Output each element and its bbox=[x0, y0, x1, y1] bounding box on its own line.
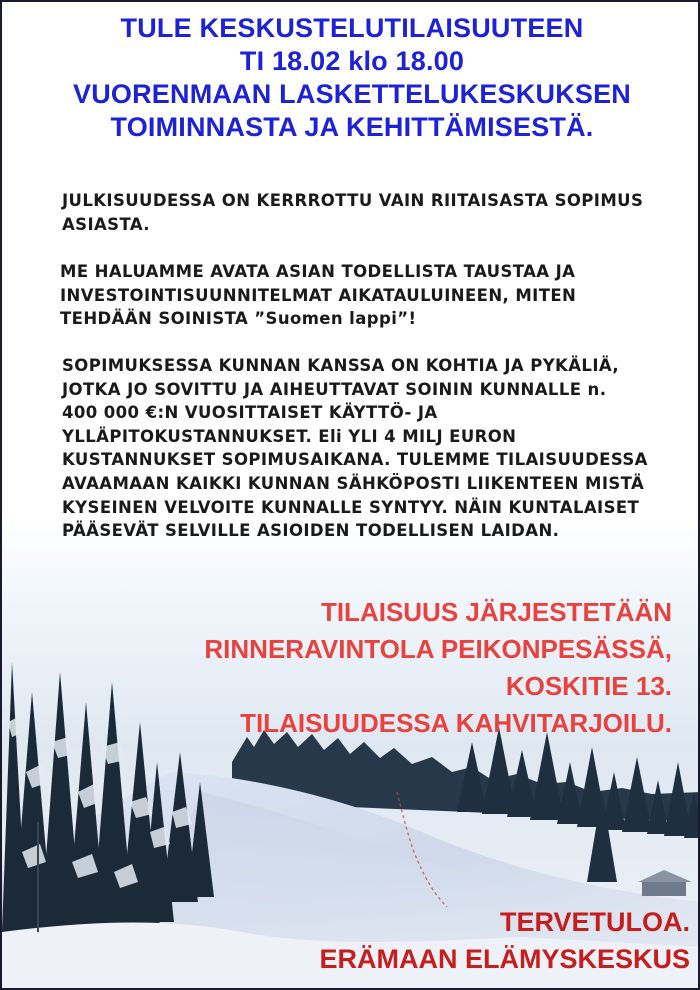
venue-coffee: TILAISUUDESSA KAHVITARJOILU. bbox=[240, 708, 672, 738]
headline-line-1: TULE KESKUSTELUTILAISUUTEEN bbox=[120, 13, 584, 43]
organizer-name: ERÄMAAN ELÄMYSKESKUS bbox=[319, 944, 690, 974]
event-headline bbox=[2, 12, 700, 144]
contract-line-3: 400 000 €:N VUOSITTAISET KÄYTTÖ- JA bbox=[62, 403, 438, 423]
purpose-paragraph bbox=[60, 260, 576, 331]
purpose-line-3: TEHDÄÄN SOINISTA ”Suomen lappi”! bbox=[60, 309, 417, 328]
welcome-text: TERVETULOA. bbox=[499, 907, 690, 937]
contract-line-8: PÄÄSEVÄT SELVILLE ASIOIDEN TODELLISEN LAIDAN. bbox=[62, 521, 560, 541]
intro-paragraph bbox=[62, 189, 643, 236]
contract-line-6: AVAAMAAN KAIKKI KUNNAN SÄHKÖPOSTI LIIKENTEEN MISTÄ bbox=[62, 473, 645, 493]
contract-line-7: KYSEINEN VELVOITE KUNNALLE SYNTYY. NÄIN KUNTALAISET bbox=[62, 497, 640, 517]
headline-line-2: TI 18.02 klo 18.00 bbox=[239, 46, 465, 76]
poster-content bbox=[2, 2, 700, 990]
intro-line-2: ASIASTA. bbox=[62, 214, 150, 234]
purpose-line-2: INVESTOINTISUUNNITELMAT AIKATAULUINEEN, MITEN bbox=[60, 285, 577, 305]
venue-info bbox=[204, 594, 672, 742]
venue-line-2: RINNERAVINTOLA PEIKONPESÄSSÄ, bbox=[204, 634, 672, 664]
contract-paragraph bbox=[62, 354, 648, 543]
contract-line-5: KUSTANNUKSET SOPIMUSAIKANA. TULEMME TILAISUUDESSA bbox=[62, 450, 648, 470]
contract-line-1: SOPIMUKSESSA KUNNAN KANSSA ON KOHTIA JA PYKÄLIÄ, bbox=[62, 356, 619, 375]
headline-line-3: VUORENMAAN LASKETTELUKESKUKSEN bbox=[72, 79, 632, 109]
intro-line-1: JULKISUUDESSA ON KERRROTTU VAIN RIITAISASTA SOPIMUS bbox=[62, 191, 644, 210]
headline-line-4: TOIMINNASTA JA KEHITTÄMISESTÄ. bbox=[110, 112, 594, 142]
contract-line-4: YLLÄPITOKUSTANNUKSET. Eli YLI 4 MILJ EURON bbox=[62, 426, 517, 446]
venue-line-1: TILAISUUS JÄRJESTETÄÄN bbox=[320, 597, 672, 627]
venue-address: KOSKITIE 13. bbox=[505, 671, 672, 701]
closing-signature bbox=[319, 904, 690, 978]
purpose-line-1: ME HALUAMME AVATA ASIAN TODELLISTA TAUSTAA JA bbox=[60, 262, 576, 281]
contract-line-2: JOTKA JO SOVITTU JA AIHEUTTAVAT SOININ KUNNALLE n. bbox=[62, 379, 607, 399]
